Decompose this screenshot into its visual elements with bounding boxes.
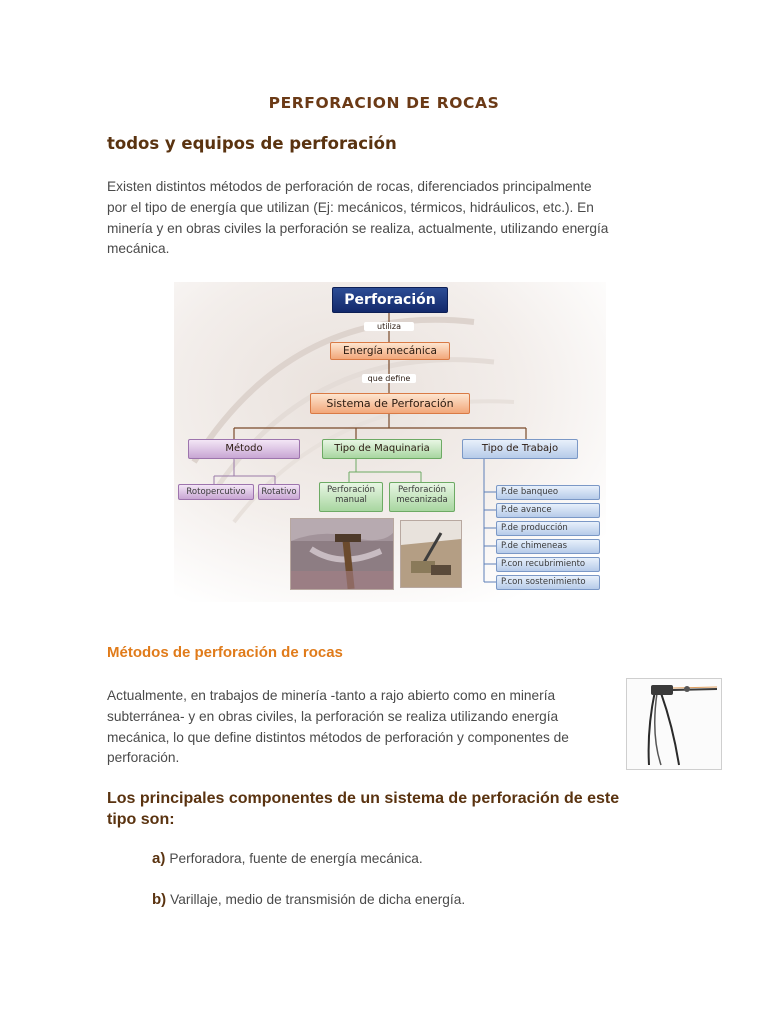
maquinaria-node: Tipo de Maquinaria [322, 439, 442, 459]
metodo-item: Rotativo [258, 484, 300, 500]
trabajo-node: Tipo de Trabajo [462, 439, 578, 459]
maquinaria-item: Perforación manual [319, 482, 383, 512]
intro-line: minería y en obras civiles la perforación se realiza, actualmente, utilizando energía [107, 220, 609, 236]
intro-line: por el tipo de energía que utilizan (Ej: mecánicos, térmicos, hidráulicos, etc.). En [107, 199, 594, 215]
component-item [152, 891, 465, 908]
manual-drilling-photo [290, 518, 394, 590]
subtitle: todos y equipos de perforación [107, 134, 397, 153]
maquinaria-item: Perforación mecanizada [389, 482, 455, 512]
intro-line: Existen distintos métodos de perforación de rocas, diferenciados principalmente [107, 179, 592, 194]
page-title: PERFORACION DE ROCAS [268, 94, 500, 112]
section-line: subterránea- y en obras civiles, la perforación se realiza utilizando energía [107, 708, 559, 724]
component-text: Varillaje, medio de transmisión de dicha energía. [170, 892, 466, 907]
component-text: Perforadora, fuente de energía mecánica. [169, 851, 423, 866]
section-title: Métodos de perforación de rocas [107, 644, 343, 661]
section-line: perforación. [107, 750, 180, 766]
trabajo-item: P.de producción [496, 521, 600, 536]
energia-node: Energía mecánica [330, 342, 450, 360]
trabajo-item: P.de chimeneas [496, 539, 600, 554]
mechanized-drilling-photo [400, 520, 462, 588]
section-line: Actualmente, en trabajos de minería -tanto a rajo abierto como en minería [107, 688, 556, 703]
trabajo-item: P.de banqueo [496, 485, 600, 500]
que-define-label: que define [362, 374, 416, 383]
components-heading-line: Los principales componentes de un sistema de perforación de este [107, 790, 620, 807]
rock-drill-image [626, 678, 722, 770]
component-item [152, 850, 423, 867]
components-heading-line: tipo son: [107, 811, 175, 828]
trabajo-item: P.con sostenimiento [496, 575, 600, 590]
perforation-diagram [174, 282, 606, 602]
component-marker: a) [152, 850, 166, 867]
trabajo-item: P.de avance [496, 503, 600, 518]
sistema-node: Sistema de Perforación [310, 393, 470, 414]
components-heading [107, 788, 667, 830]
trabajo-item: P.con recubrimiento [496, 557, 600, 572]
utiliza-label: utiliza [364, 322, 414, 331]
section-paragraph [107, 686, 569, 769]
intro-paragraph [107, 177, 608, 260]
section-line: mecánica, lo que define distintos métodos de perforación y componentes de [107, 729, 569, 745]
intro-line: mecánica. [107, 241, 170, 257]
component-marker: b) [152, 891, 167, 908]
metodo-item: Rotopercutivo [178, 484, 254, 500]
perforacion-node: Perforación [332, 287, 448, 313]
metodo-node: Método [188, 439, 300, 459]
